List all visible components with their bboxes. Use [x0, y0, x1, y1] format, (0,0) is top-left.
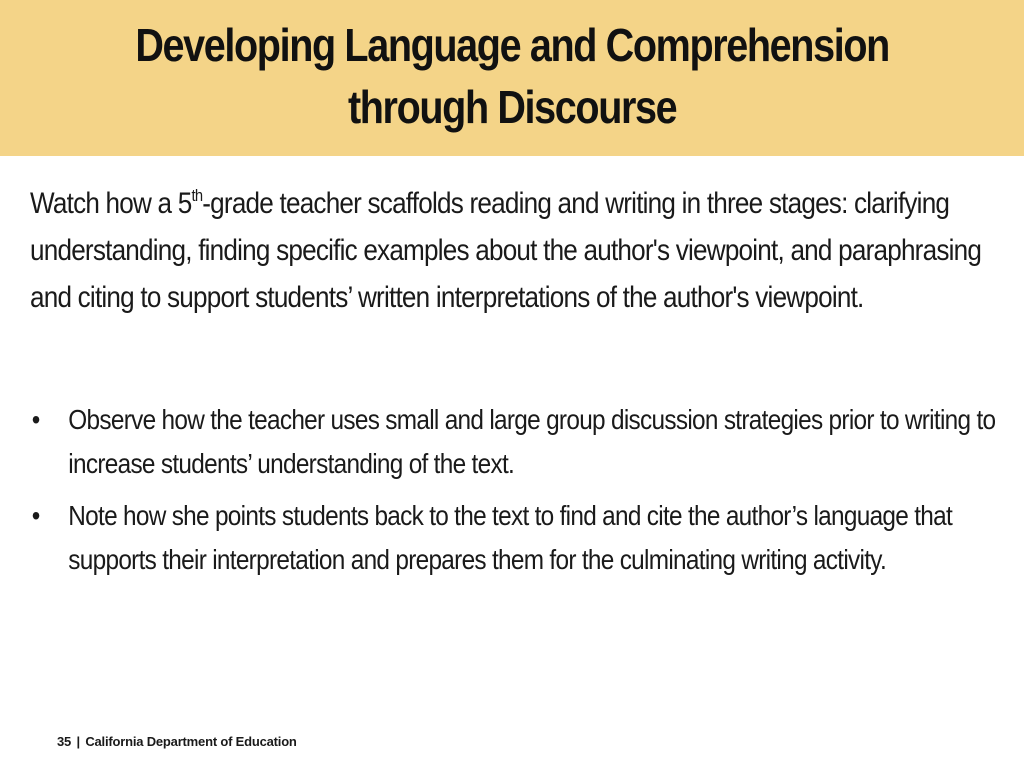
- intro-text-start: Watch how a 5: [30, 187, 192, 220]
- footer-organization: California Department of Education: [85, 734, 297, 749]
- slide-footer: [57, 734, 297, 749]
- ordinal-superscript: th: [191, 186, 203, 205]
- footer-separator: |: [76, 734, 80, 749]
- intro-text-rest: -grade teacher scaffolds reading and writing in three stages: clarifying understanding, finding specific examples about the author's viewpoint, and paraphrasing and citing to support students’ written interpretations of the author's viewpoint.: [30, 187, 982, 314]
- bullet-dot-icon: •: [31, 500, 40, 531]
- bullet-text: Observe how the teacher uses small and large group discussion strategies prior to writing to increase students’ understanding of the text.: [68, 404, 996, 479]
- bullet-item-observe: [30, 398, 996, 486]
- bullet-list: [30, 398, 996, 590]
- slide-title: [135, 14, 889, 138]
- slide-title-line-1: Developing Language and Comprehension: [135, 19, 889, 71]
- page-number: 35: [57, 734, 72, 749]
- slide-body: [30, 180, 996, 575]
- bullet-dot-icon: •: [31, 404, 40, 435]
- intro-paragraph: [30, 180, 996, 321]
- title-band: [0, 0, 1024, 156]
- bullet-item-note: [30, 494, 996, 582]
- slide-title-line-2: through Discourse: [347, 81, 677, 133]
- bullet-text: Note how she points students back to the text to find and cite the author’s language that supports their interpretation and prepares them for the culminating writing activity.: [68, 500, 953, 575]
